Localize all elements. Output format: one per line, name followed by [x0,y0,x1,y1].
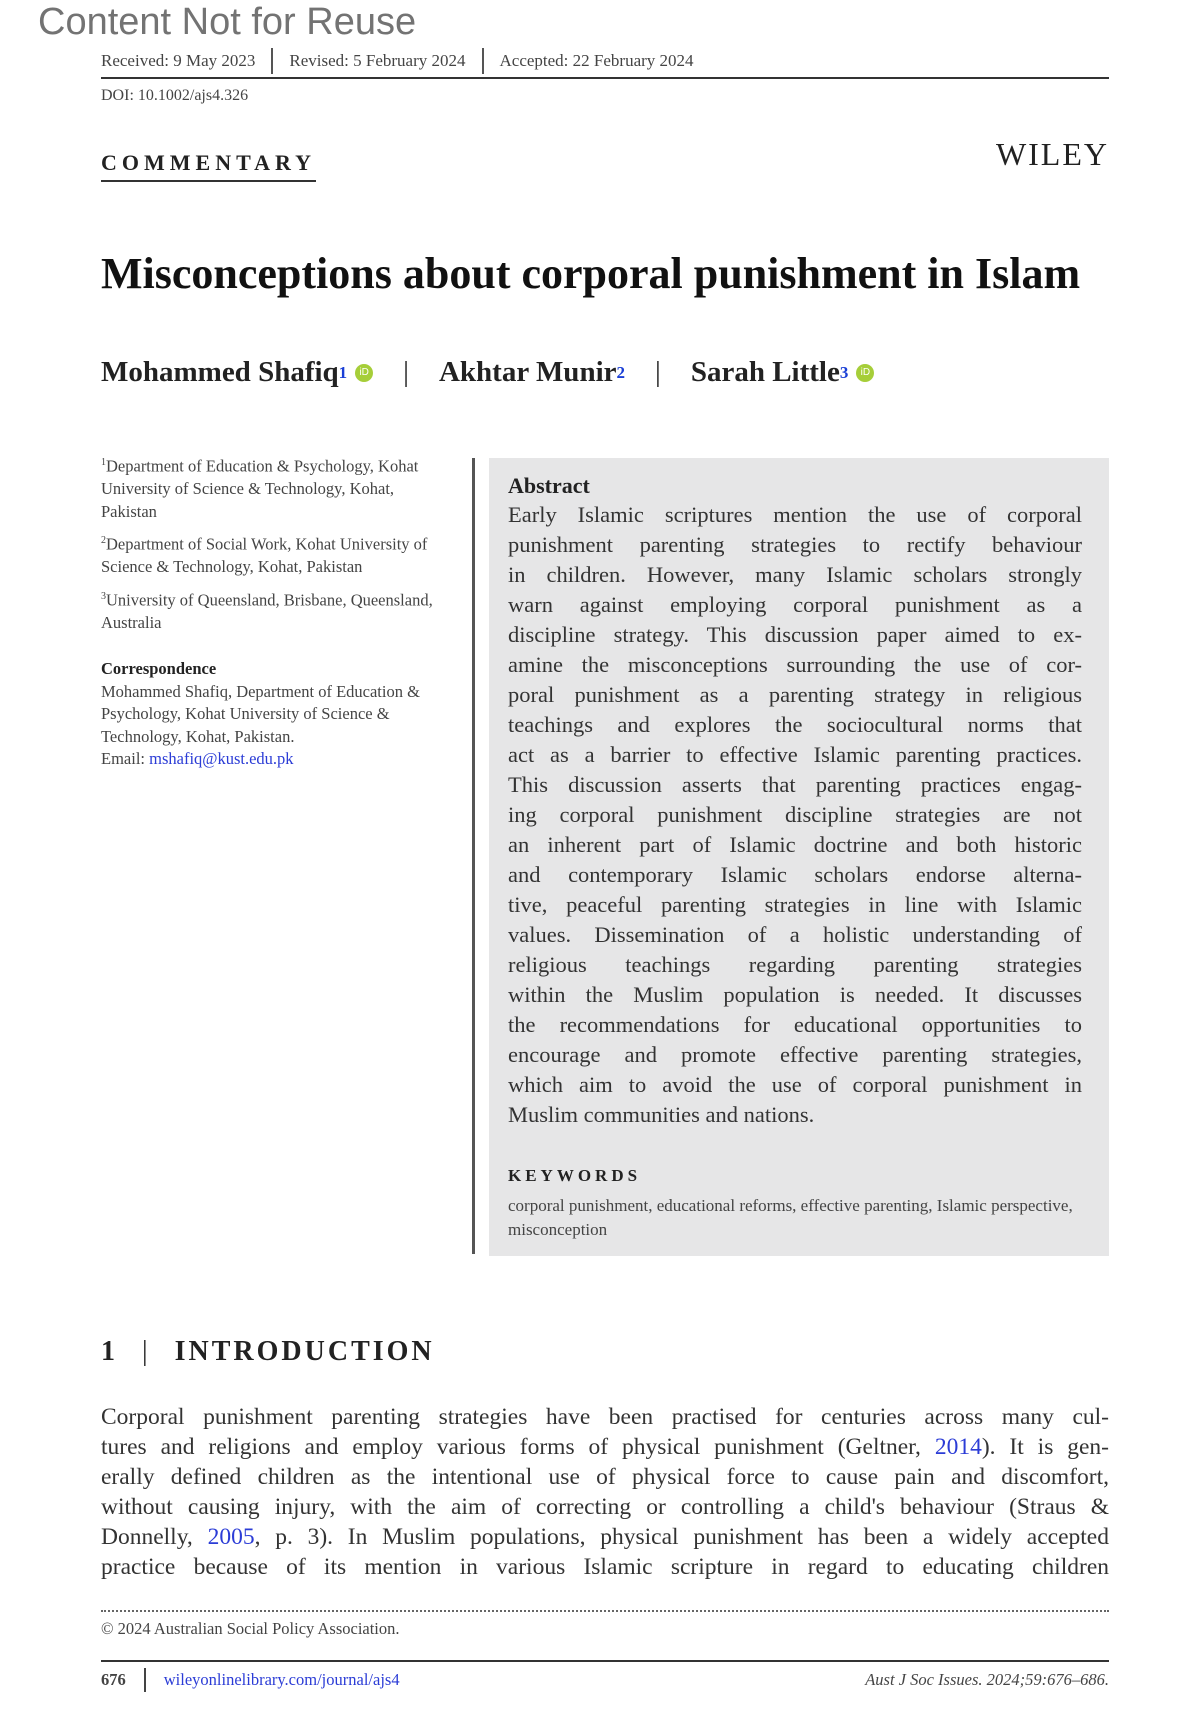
author-separator: | [403,356,409,388]
body-text: Corporal punishment parenting strategies have been practised for centuries across many cul- [101,1404,1109,1430]
affiliations [101,452,451,771]
affiliation [101,530,451,579]
body-text: tures and religions and employ various forms of physical punishment (Geltner, [101,1434,935,1460]
affiliation-ref[interactable]: 2 [616,362,625,382]
abstract-heading: Abstract [508,473,590,498]
affiliation-number: 3 [101,590,106,602]
abstract-line: which aim to avoid the use of corporal punishment in [508,1072,1082,1097]
affiliation [101,586,451,635]
affiliation-number: 2 [101,535,106,546]
abstract-line: act as a barrier to effective Islamic parenting practices. [508,742,1082,767]
abstract-text [508,500,1082,1130]
citation [865,1670,1109,1690]
abstract-line: tive, peaceful parenting strategies in line with Islamic [508,892,1082,917]
email-label: Email: [101,749,150,768]
correspondence-address: Mohammed Shafiq, Department of Education & Psychology, Kohat University of Science & Technology, Kohat, Pakistan. [101,681,420,746]
revised-date: Revised: 5 February 2024 [289,51,466,70]
author-name[interactable]: Akhtar Munir [438,356,617,388]
body-line [101,1432,1109,1462]
author-separator: | [655,356,661,388]
column-divider [472,458,475,1254]
abstract-line: amine the misconceptions surrounding the use of cor- [508,652,1082,677]
body-text: , p. 3). In Muslim populations, physical punishment has been a widely accepted [254,1524,1109,1550]
page-footer [101,1668,1109,1692]
affiliation-ref[interactable]: 1 [338,362,348,382]
author-list [101,356,874,389]
section-number: 1 [101,1336,118,1367]
watermark: Content Not for Reuse [38,1,417,43]
footnote-rule [101,1610,1109,1612]
intro-body [101,1402,1109,1582]
journal-link[interactable]: wileyonlinelibrary.com/journal/ajs4 [163,1670,400,1689]
body-text: Donnelly, [101,1524,208,1550]
doi: DOI: 10.1002/ajs4.326 [101,87,249,104]
history-dates [101,48,1109,74]
citation-link[interactable]: 2005 [207,1524,255,1550]
page-number: 676 [101,1670,126,1689]
abstract-line: teachings and explores the sociocultural norms that [508,712,1082,737]
body-line [101,1522,1109,1552]
keywords-heading: KEYWORDS [508,1166,642,1185]
accepted-date: Accepted: 22 February 2024 [499,51,694,70]
body-text: erally defined children as the intentional use of physical force to cause pain and discomfort, [101,1464,1109,1490]
publisher-logo: WILEY [995,136,1109,172]
abstract-line: Muslim communities and nations. [508,1102,815,1127]
article-type: COMMENTARY [101,150,316,182]
abstract-line: values. Dissemination of a holistic understanding of [508,922,1082,947]
orcid-icon[interactable]: iD [355,364,373,382]
body-line [101,1492,1109,1522]
abstract-line: This discussion asserts that parenting practices engag- [508,772,1082,797]
abstract-line: punishment parenting strategies to rectify behaviour [508,532,1082,557]
affiliation-ref[interactable]: 3 [839,362,849,382]
abstract-line: warn against employing corporal punishment as a [508,592,1082,617]
abstract-line: religious teachings regarding parenting strategies [508,952,1082,977]
article-title: Misconceptions about corporal punishment in Islam [101,249,1081,298]
abstract-line: Early Islamic scriptures mention the use of corporal [508,502,1082,527]
citation-link[interactable]: 2014 [934,1434,982,1460]
section-title: INTRODUCTION [174,1336,435,1367]
correspondence-text [101,681,451,771]
orcid-icon[interactable]: iD [856,364,874,382]
abstract-line: poral punishment as a parenting strategy in religious [508,682,1082,707]
abstract-line: within the Muslim population is needed. It discusses [508,982,1082,1007]
footer-rule [101,1660,1109,1662]
affiliation-text: Department of Education & Psychology, Kohat University of Science & Technology, Kohat, Pakistan [101,456,419,521]
affiliation-number: 1 [101,457,106,468]
author-name[interactable]: Mohammed Shafiq [101,356,339,388]
section-heading [101,1336,435,1368]
section-separator: | [142,1336,151,1367]
abstract-line: encourage and promote effective parenting strategies, [508,1042,1082,1067]
author-name[interactable]: Sarah Little [690,356,840,388]
abstract-line: ing corporal punishment discipline strategies are not [508,802,1082,827]
abstract-line: in children. However, many Islamic scholars strongly [508,562,1082,587]
body-line [101,1402,1109,1432]
abstract-line: and contemporary Islamic scholars endorse alterna- [508,862,1082,887]
copyright: © 2024 Australian Social Policy Association. [101,1619,400,1638]
affiliation [101,452,451,523]
citation-text: Aust J Soc Issues. 2024;59:676–686. [865,1670,1109,1689]
correspondence-heading: Correspondence [101,659,217,678]
body-text: ). It is gen- [981,1434,1109,1460]
affiliation-text: Department of Social Work, Kohat University of Science & Technology, Kohat, Pakistan [101,534,428,576]
keywords-text: corporal punishment, educational reforms, effective parenting, Islamic perspective, misconception [508,1196,1073,1239]
body-text: without causing injury, with the aim of correcting or controlling a child's behaviour (Straus & [101,1494,1109,1520]
abstract-box [489,458,1109,1256]
affiliation-text: University of Queensland, Brisbane, Queensland, Australia [101,590,433,632]
abstract-line: an inherent part of Islamic doctrine and both historic [508,832,1082,857]
body-line [101,1462,1109,1492]
header-rule [101,77,1109,79]
body-text: practice because of its mention in various Islamic scripture in regard to educating children [101,1554,1109,1580]
abstract-line: the recommendations for educational opportunities to [508,1012,1082,1037]
email-link[interactable]: mshafiq@kust.edu.pk [149,749,294,768]
received-date: Received: 9 May 2023 [101,51,256,70]
abstract-line: discipline strategy. This discussion paper aimed to ex- [508,622,1082,647]
body-line [101,1552,1109,1582]
